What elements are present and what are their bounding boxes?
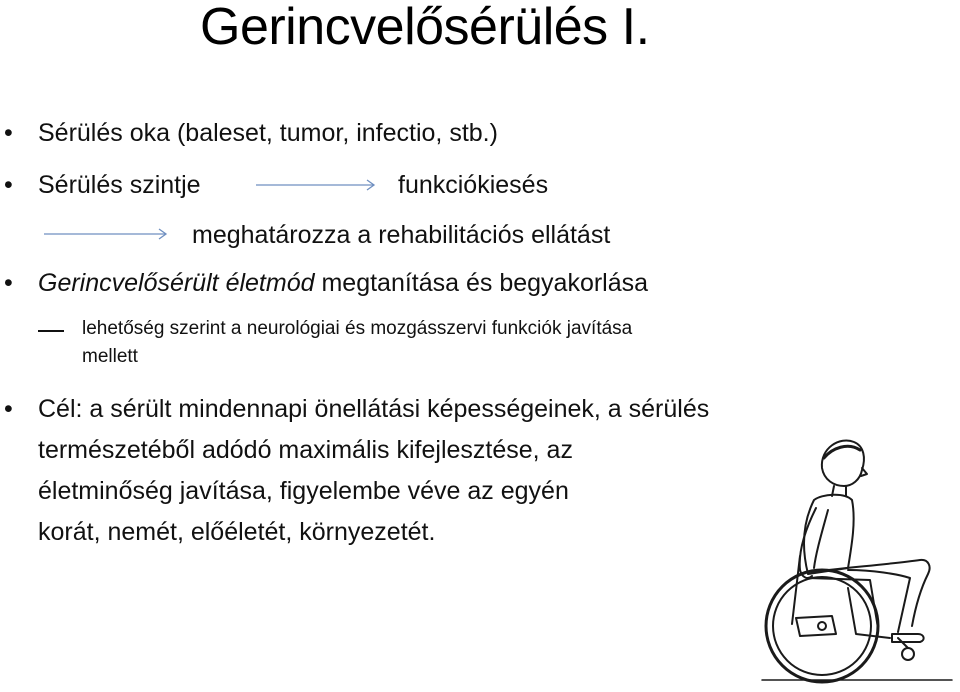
lifestyle-rest-text: megtanítása és begyakorlása — [314, 269, 649, 297]
goal-line1: Cél: a sérült mindennapi önellátási képességeinek, a sérülés — [38, 395, 710, 423]
bullet-cause-text: Sérülés oka (baleset, tumor, infectio, stb.) — [38, 119, 498, 147]
sub-bullet-line2: mellett — [82, 346, 138, 367]
bullet-level — [38, 170, 201, 200]
function-loss-text: funkciókiesés — [398, 171, 549, 199]
slide-title: Gerincvelősérülés I. — [200, 0, 650, 56]
arrow-right-icon — [256, 178, 378, 192]
sub-bullet-dash — [38, 330, 64, 332]
bullet-level-text: Sérülés szintje — [38, 171, 201, 199]
bullet-goal — [38, 394, 709, 424]
determines-rehab-text: meghatározza a rehabilitációs ellátást — [192, 221, 611, 249]
bullet-cause — [38, 118, 498, 148]
goal-line4: korát, nemét, előéletét, környezetét. — [38, 518, 436, 546]
lifestyle-italic-text: Gerincvelősérült életmód — [38, 269, 315, 297]
wheelchair-user-illustration — [752, 428, 960, 692]
arrow-right-icon — [44, 227, 170, 241]
bullet-lifestyle — [38, 268, 648, 298]
sub-bullet-line1: lehetőség szerint a neurológiai és mozgásszervi funkciók javítása — [82, 318, 633, 339]
goal-line3: életminőség javítása, figyelembe véve az egyén — [38, 477, 569, 505]
goal-line2: természetéből adódó maximális kifejlesztése, az — [38, 436, 573, 464]
